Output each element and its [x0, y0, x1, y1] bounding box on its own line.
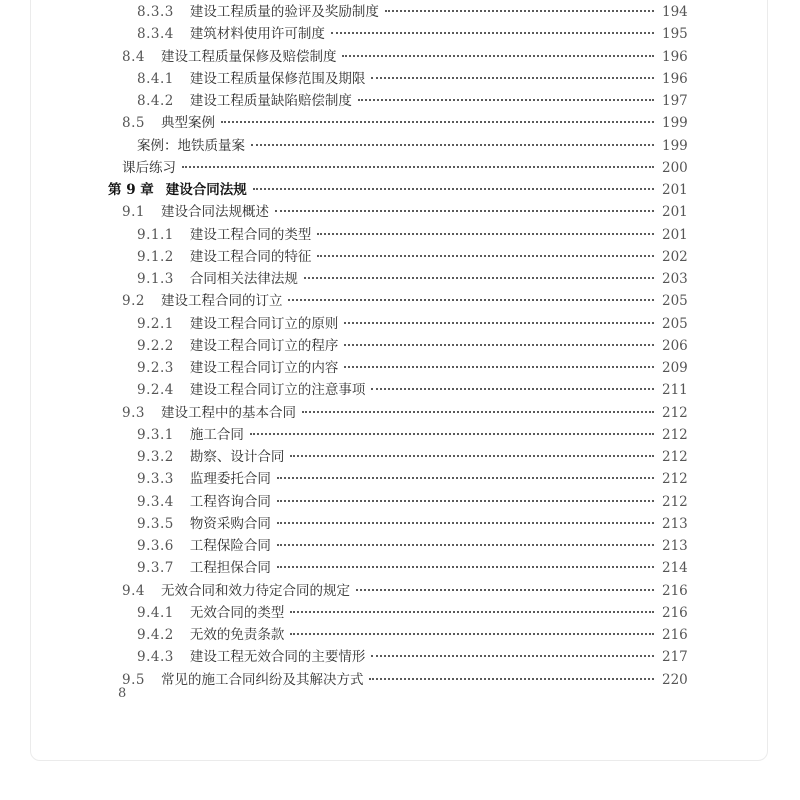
- dot-leader: [250, 433, 654, 435]
- dot-leader: [317, 233, 654, 235]
- toc-entry[interactable]: [137, 223, 686, 245]
- toc-entry-number: 9.2: [122, 293, 145, 310]
- dot-leader: [277, 566, 654, 568]
- dot-leader: [290, 611, 654, 613]
- toc-entry-title: 建筑材料使用许可制度: [189, 26, 325, 43]
- toc-entry[interactable]: [122, 668, 686, 690]
- toc-entry-page: 214: [662, 560, 688, 577]
- toc-entry-title: 建设工程合同订立的注意事项: [189, 382, 366, 399]
- toc-entry[interactable]: [122, 289, 686, 311]
- toc-entry[interactable]: [137, 512, 686, 534]
- dot-leader: [331, 32, 654, 34]
- toc-entry-number: 9.4.1: [137, 604, 174, 621]
- dot-leader: [371, 77, 654, 79]
- toc-entry-number: 9.2.4: [137, 382, 174, 399]
- toc-entry-page: 209: [662, 360, 688, 376]
- toc-entry-title: 建设工程合同订立的程序: [189, 337, 339, 354]
- toc-entry-page: 220: [662, 671, 688, 688]
- toc-entry[interactable]: [137, 645, 686, 667]
- toc-entry-page: 211: [662, 382, 688, 399]
- toc-entry-number: 8.3.4: [137, 26, 174, 43]
- toc-entry[interactable]: [122, 45, 686, 67]
- toc-entry[interactable]: [137, 0, 686, 22]
- toc-entry-page: 199: [662, 115, 688, 132]
- toc-entry[interactable]: [137, 445, 686, 467]
- toc-entry-title: 勘察、设计合同: [189, 449, 285, 465]
- dot-leader: [290, 633, 654, 635]
- dot-leader: [358, 99, 654, 101]
- toc-entry-number: 9.1.1: [137, 226, 174, 243]
- toc-entry-page: 212: [662, 426, 688, 443]
- dot-leader: [371, 388, 654, 390]
- toc-entry-page: 202: [662, 248, 688, 265]
- dot-leader: [371, 655, 654, 657]
- toc-entry-title: 课后练习: [122, 159, 176, 176]
- toc-entry-number: 8.5: [122, 115, 145, 132]
- dot-leader: [277, 500, 654, 502]
- toc-entry-title: 建设合同法规: [165, 182, 247, 198]
- toc-entry-number: 8.4.1: [137, 70, 174, 87]
- toc-entry-title: 建设工程质量保修范围及期限: [189, 70, 366, 87]
- toc-entry[interactable]: [137, 312, 686, 334]
- toc-entry-title: 合同相关法律法规: [189, 271, 298, 287]
- dot-leader: [344, 366, 654, 368]
- dot-leader: [344, 344, 654, 346]
- toc-entry-page: 216: [662, 604, 688, 621]
- toc-entry-number: 9.3.3: [137, 471, 174, 488]
- toc-entry-number: 9.1.3: [137, 271, 174, 287]
- toc-entry[interactable]: [137, 134, 686, 156]
- toc-entry-title: 建设工程无效合同的主要情形: [189, 649, 366, 666]
- toc-entry-number: 9.4.2: [137, 627, 174, 643]
- toc-entry-number: 9.3.7: [137, 560, 174, 577]
- toc-entry-title: 建设合同法规概述: [160, 204, 269, 221]
- toc-entry-page: 199: [662, 137, 688, 154]
- toc-entry[interactable]: [137, 534, 686, 556]
- toc-entry-number: 9.3.4: [137, 493, 174, 510]
- toc-entry[interactable]: [137, 245, 686, 267]
- dot-leader: [304, 277, 654, 279]
- toc-entry-title: 建设工程合同订立的原则: [189, 315, 339, 332]
- toc-entry-page: 194: [662, 4, 688, 20]
- dot-leader: [290, 455, 654, 457]
- toc-entry[interactable]: [122, 156, 686, 178]
- toc-entry[interactable]: [137, 356, 686, 378]
- toc-entry-page: 197: [662, 93, 688, 109]
- dot-leader: [342, 55, 654, 57]
- toc-entry-title: 建设工程中的基本合同: [160, 404, 296, 421]
- toc-entry-title: 建设工程合同的类型: [189, 226, 312, 243]
- dot-leader: [385, 10, 654, 12]
- toc-entry-title: 建设工程质量保修及赔偿制度: [160, 48, 337, 65]
- toc-entry-number: 9.3.5: [137, 515, 174, 532]
- page-number: 8: [118, 686, 127, 701]
- toc-entry-title: 建设工程质量的验评及奖励制度: [189, 4, 379, 20]
- toc-entry-page: 212: [662, 404, 688, 421]
- toc-entry[interactable]: [137, 423, 686, 445]
- toc-entry[interactable]: [137, 22, 686, 44]
- dot-leader: [288, 299, 654, 301]
- toc-entry-number: 9.2.1: [137, 315, 174, 332]
- toc-entry[interactable]: [137, 556, 686, 578]
- toc-entry-page: 201: [662, 226, 688, 243]
- toc-entry-title: 无效合同和效力待定合同的规定: [160, 582, 350, 599]
- toc-entry[interactable]: [122, 200, 686, 222]
- toc-entry-number: 9.3.1: [137, 426, 174, 443]
- toc-entry-page: 213: [662, 515, 688, 532]
- toc-entry-title: 工程保险合同: [189, 538, 271, 554]
- toc-entry-page: 216: [662, 582, 688, 599]
- toc-entry[interactable]: [137, 490, 686, 512]
- toc-entry-number: 8.4.2: [137, 93, 174, 109]
- toc-entry[interactable]: [137, 623, 686, 645]
- toc-entry-title: 案例：地铁质量案: [137, 137, 245, 154]
- toc-entry-page: 201: [662, 182, 688, 198]
- toc-entry-page: 216: [662, 627, 688, 643]
- dot-leader: [277, 522, 654, 524]
- toc-entry-page: 206: [662, 337, 688, 354]
- toc-entry[interactable]: [137, 267, 686, 289]
- dot-leader: [253, 188, 654, 190]
- toc-entry[interactable]: [122, 111, 686, 133]
- toc-entry[interactable]: [122, 401, 686, 423]
- dot-leader: [275, 210, 654, 212]
- toc-entry-page: 212: [662, 493, 688, 510]
- toc-entry-number: 9.2.3: [137, 360, 174, 376]
- dot-leader: [302, 411, 654, 413]
- toc-entry-page: 217: [662, 649, 688, 666]
- toc-entry-number: 第 9 章: [108, 182, 154, 198]
- toc-entry-page: 212: [662, 449, 688, 465]
- dot-leader: [317, 255, 654, 257]
- toc-entry-number: 9.4.3: [137, 649, 174, 666]
- toc-entry-number: 9.3.6: [137, 538, 174, 554]
- toc-entry-number: 9.3: [122, 404, 145, 421]
- toc-entry-page: 201: [662, 204, 688, 221]
- toc-entry[interactable]: [137, 378, 686, 400]
- toc-entry[interactable]: [137, 67, 686, 89]
- toc-entry-title: 工程咨询合同: [189, 493, 271, 510]
- toc-entry-number: 9.3.2: [137, 449, 174, 465]
- toc-entry-title: 无效合同的类型: [189, 604, 285, 621]
- toc-entry-title: 无效的免责条款: [189, 627, 285, 643]
- toc-entry-page: 213: [662, 538, 688, 554]
- toc-entry-page: 212: [662, 471, 688, 488]
- toc-entry-page: 196: [662, 48, 688, 65]
- toc-entry[interactable]: [137, 467, 686, 489]
- toc-entry-title: 物资采购合同: [189, 515, 271, 532]
- toc-entry-title: 建设工程质量缺陷赔偿制度: [189, 93, 352, 109]
- toc-entry[interactable]: [122, 579, 686, 601]
- toc-entry-number: 9.1.2: [137, 248, 174, 265]
- toc-entry-page: 205: [662, 315, 688, 332]
- dot-leader: [182, 166, 654, 168]
- toc-entry-number: 8.3.3: [137, 4, 174, 20]
- toc-entry-page: 195: [662, 26, 688, 43]
- toc-entry-title: 常见的施工合同纠纷及其解决方式: [160, 671, 364, 688]
- toc-chapter-entry[interactable]: [108, 178, 686, 200]
- toc-entry-number: 8.4: [122, 48, 145, 65]
- toc-entry-number: 9.2.2: [137, 337, 174, 354]
- dot-leader: [277, 477, 654, 479]
- dot-leader: [251, 144, 654, 146]
- dot-leader: [356, 589, 654, 591]
- toc-entry-page: 205: [662, 293, 688, 310]
- toc-entry-title: 施工合同: [189, 426, 244, 443]
- dot-leader: [344, 322, 654, 324]
- toc-entry-page: 196: [662, 70, 688, 87]
- toc-entry-number: 9.4: [122, 582, 145, 599]
- toc-entry-title: 建设工程合同的特征: [189, 248, 312, 265]
- toc-entry-title: 典型案例: [160, 115, 215, 132]
- toc-entry-number: 9.1: [122, 204, 145, 221]
- toc-entry-page: 200: [662, 159, 688, 176]
- toc-entry-title: 工程担保合同: [189, 560, 271, 577]
- toc-entry[interactable]: [137, 89, 686, 111]
- toc-entry-title: 建设工程合同订立的内容: [189, 360, 339, 376]
- dot-leader: [369, 678, 654, 680]
- toc-entry[interactable]: [137, 334, 686, 356]
- toc-entry-page: 203: [662, 271, 688, 287]
- toc-entry[interactable]: [137, 601, 686, 623]
- dot-leader: [277, 544, 654, 546]
- toc-entry-title: 建设工程合同的订立: [160, 293, 283, 310]
- toc-entry-number: 9.5: [122, 671, 145, 688]
- dot-leader: [221, 121, 654, 123]
- toc-entry-title: 监理委托合同: [189, 471, 271, 488]
